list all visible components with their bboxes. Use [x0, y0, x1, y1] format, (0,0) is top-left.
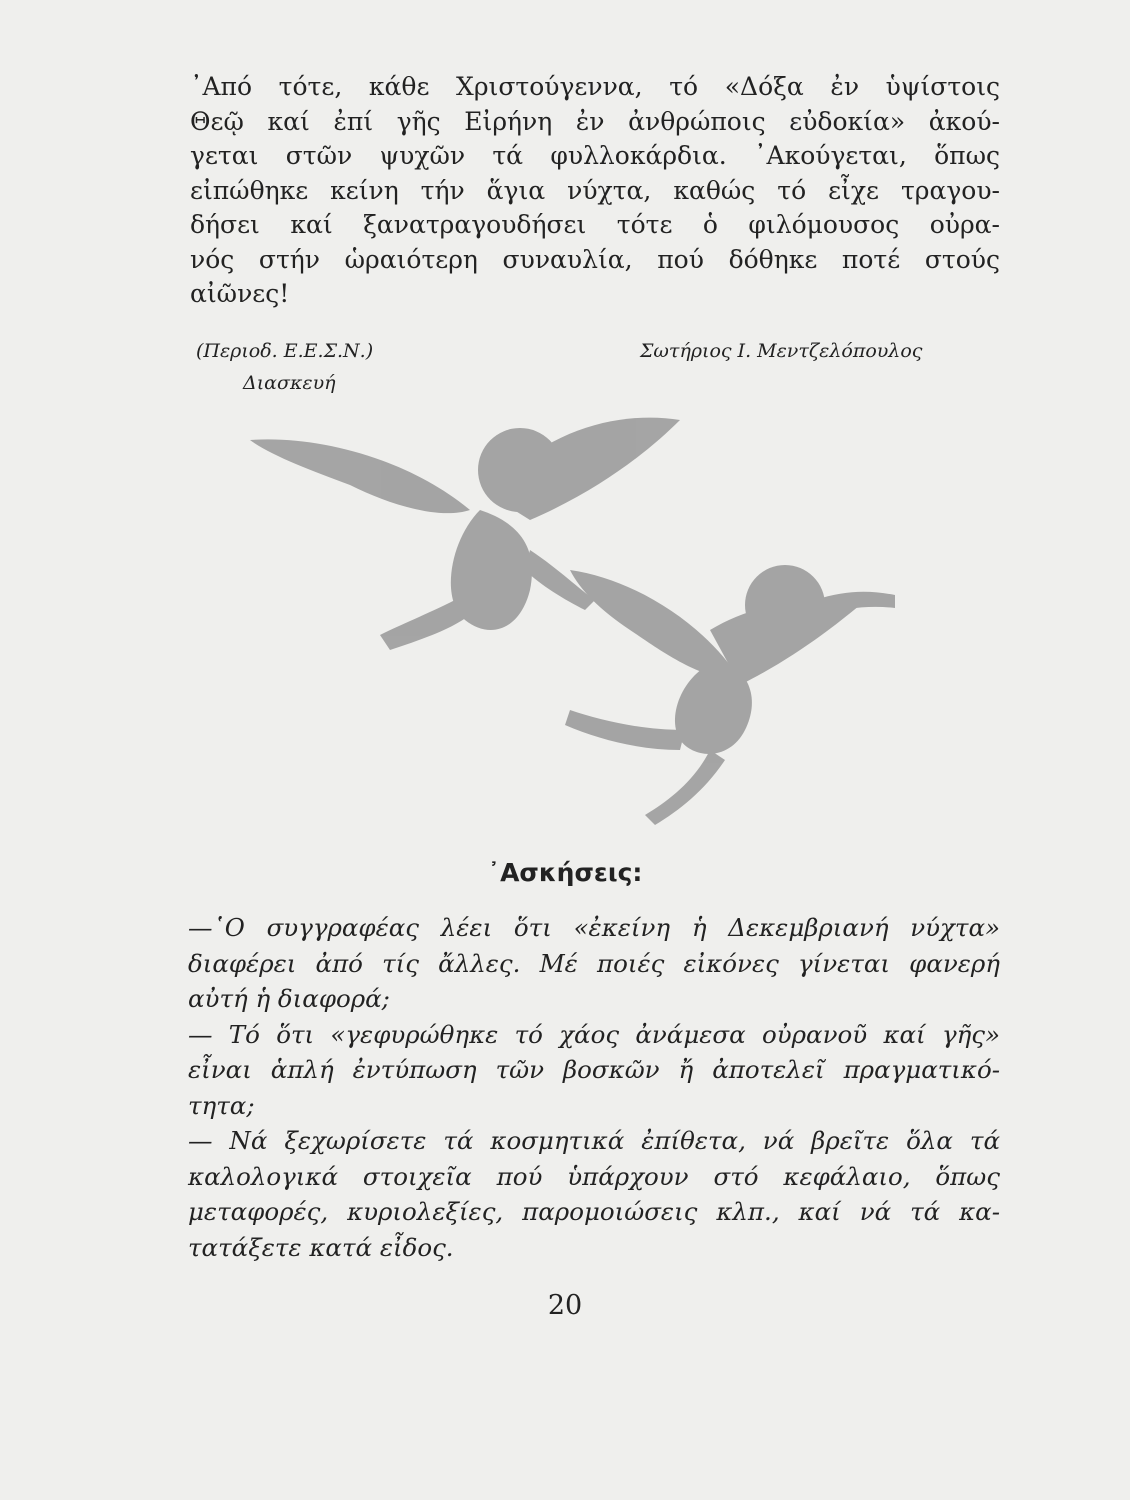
angel-head	[745, 565, 825, 645]
paragraph-line: γεται στῶν ψυχῶν τά φυλλοκάρδια. ᾿Ακούγεται, ὅπως	[190, 141, 1000, 170]
paragraph-line: εἰπώθηκε κείνη τήν ἅγια νύχτα, καθώς τό εἶχε τραγου-	[190, 175, 1000, 205]
exercise-line: διαφέρει ἀπό τίς ἄλλες. Μέ ποιές εἰκόνες γίνεται φανερή	[188, 948, 1000, 978]
source-citation: (Περιοδ. Ε.Ε.Σ.Ν.)	[196, 340, 374, 362]
exercise-line: — Τό ὅτι «γεφυρώθηκε τό χάος ἀνάμεσα οὐρανοῦ καί γῆς»	[188, 1019, 1000, 1049]
angel-head	[478, 428, 562, 512]
author-name: Σωτήριος Ι. Μεντζελόπουλος	[640, 340, 923, 362]
paragraph-line: Θεῷ καί ἐπί γῆς Εἰρήνη ἐν ἀνθρώποις εὐδοκία» ἀκού-	[190, 106, 1000, 136]
angel-leg	[645, 750, 725, 825]
exercise-line: μεταφορές, κυριολεξίες, παρομοιώσεις κλπ., καί νά τά κα-	[188, 1197, 1000, 1226]
exercises-list	[188, 910, 1000, 1265]
exercise-line: καλολογικά στοιχεῖα πού ὑπάρχουν στό κεφάλαιο, ὅπως	[188, 1161, 1000, 1191]
angel-leg	[380, 600, 470, 650]
exercise-line: εἶναι ἁπλή ἐντύπωση τῶν βοσκῶν ἤ ἀποτελεῖ πραγματικό-	[188, 1055, 1000, 1084]
flying-angels-illustration	[240, 400, 940, 840]
angel-body	[675, 660, 752, 754]
paragraph-line: ᾿Από τότε, κάθε Χριστούγεννα, τό «Δόξα ἐν ὑψίστοις	[190, 72, 1000, 101]
paragraph-line: δήσει καί ξανατραγουδήσει τότε ὁ φιλόμουσος οὐρα-	[190, 210, 1000, 239]
main-paragraph	[190, 70, 1000, 312]
exercise-line: — Νά ξεχωρίσετε τά κοσμητικά ἐπίθετα, νά βρεῖτε ὅλα τά	[188, 1126, 1000, 1155]
angel-wing-left	[250, 439, 470, 513]
exercise-line: αὐτή ἡ διαφορά;	[188, 984, 390, 1013]
paragraph-line: αἰῶνες!	[190, 279, 290, 308]
adaptation-note: Διασκευή	[243, 372, 336, 394]
exercise-line: τητα;	[188, 1090, 255, 1120]
page-number: 20	[547, 1290, 583, 1321]
angel-leg	[565, 710, 685, 750]
paragraph-line: νός στήν ὡραιότερη συναυλία, πού δόθηκε ποτέ στούς	[190, 244, 1000, 274]
angel-arm	[815, 592, 895, 615]
exercise-line: —῾Ο συγγραφέας λέει ὅτι «ἐκείνη ἡ Δεκεμβριανή νύχτα»	[188, 913, 1000, 942]
exercises-heading: ᾿Ασκήσεις:	[487, 858, 643, 887]
exercise-line: τατάξετε κατά εἶδος.	[188, 1232, 454, 1262]
